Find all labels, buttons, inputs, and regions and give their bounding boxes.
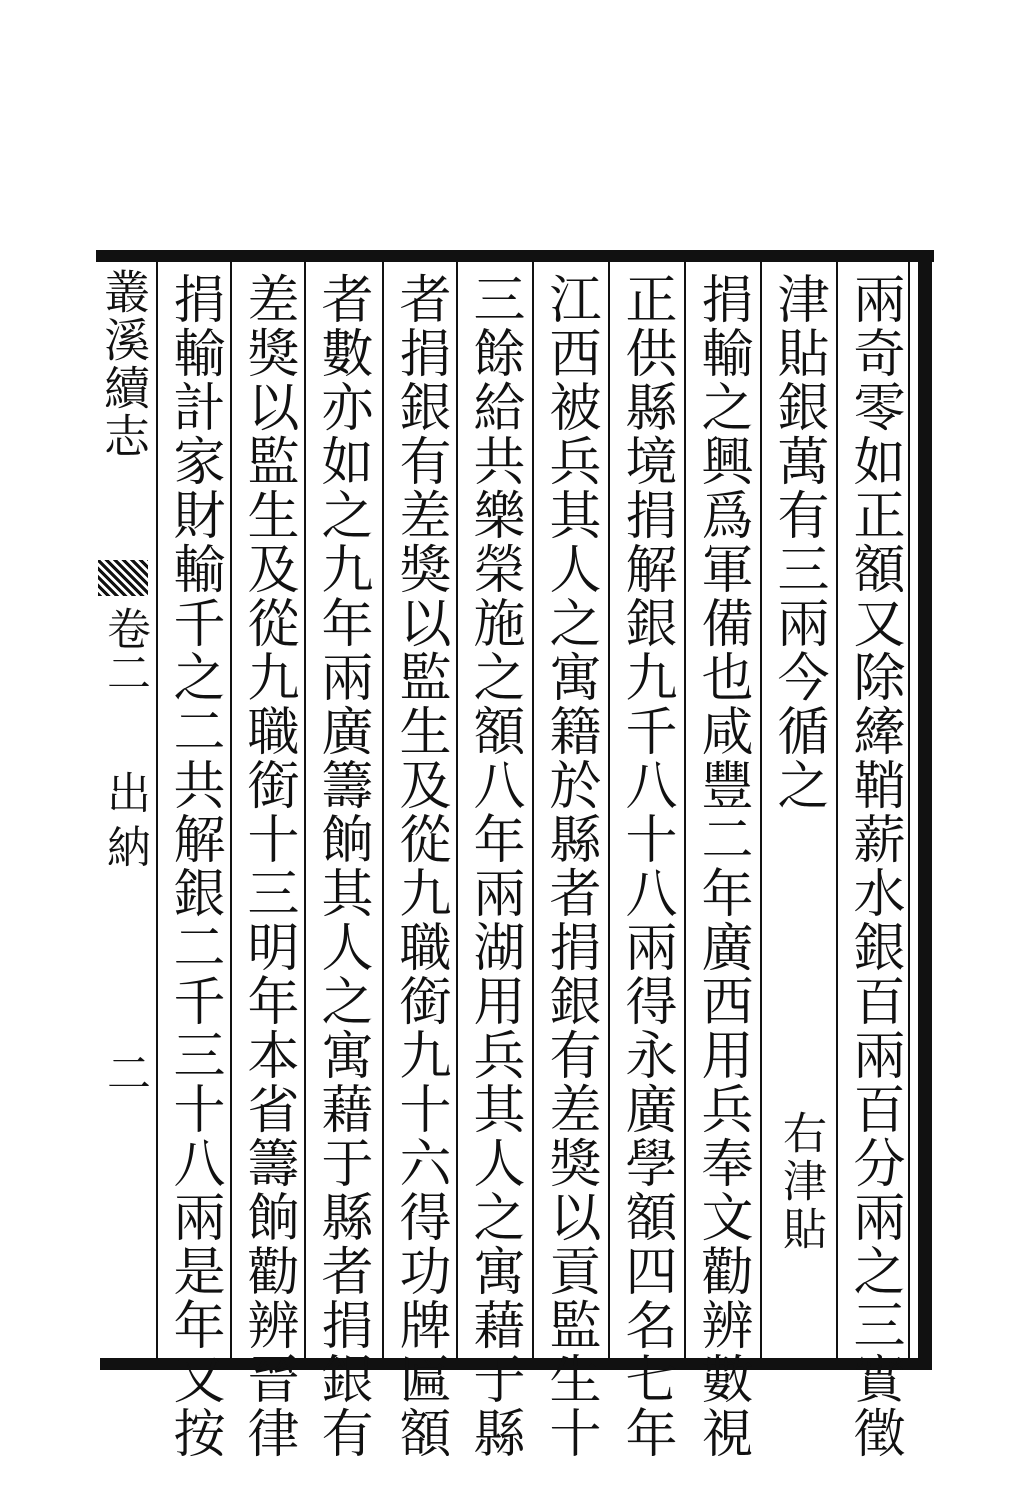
text-column-9: 差獎以監生及從九職銜十三明年本省籌餉勸辨晉律 bbox=[238, 272, 298, 1460]
text-column-1: 兩奇零如正額又除縴鞘薪水銀百兩百分兩之三實徵 bbox=[844, 272, 904, 1460]
column-rule bbox=[456, 262, 458, 1358]
column-rule bbox=[684, 262, 686, 1358]
text-column-3: 捐輸之興爲軍備也咸豐二年廣西用兵奉文勸辨數視 bbox=[692, 272, 752, 1460]
section-label: 出納 bbox=[99, 770, 150, 878]
frame-top-border bbox=[96, 250, 934, 262]
text-column-8: 者數亦如之九年兩廣籌餉其人之寓藉于縣者捐銀有 bbox=[312, 272, 372, 1460]
column-rule bbox=[230, 262, 232, 1358]
page-number: 二 bbox=[99, 1050, 150, 1094]
note-right-jintie: 右津貼 bbox=[775, 1110, 826, 1254]
column-rule bbox=[304, 262, 306, 1358]
volume-label: 卷二 bbox=[99, 606, 150, 694]
text-column-4: 正供縣境捐解銀九千八十八兩得永廣學額四名七年 bbox=[616, 272, 676, 1460]
column-rule bbox=[608, 262, 610, 1358]
column-rule bbox=[836, 262, 838, 1358]
text-column-5: 江西被兵其人之寓籍於縣者捐銀有差獎以貢監生十 bbox=[540, 272, 600, 1460]
text-column-6: 三餘給共樂榮施之額八年兩湖用兵其人之寓藉于縣 bbox=[464, 272, 524, 1460]
text-column-2: 津貼銀萬有三兩今循之 bbox=[768, 272, 828, 812]
text-column-7: 者捐銀有差獎以監生及從九職銜九十六得功牌匾額 bbox=[390, 272, 450, 1460]
text-column-10: 捐輸計家財輸千之二共解銀二千三十八兩是年又按 bbox=[164, 272, 224, 1460]
column-rule bbox=[532, 262, 534, 1358]
column-rule bbox=[156, 262, 158, 1358]
frame-right-inner-rule bbox=[908, 262, 910, 1358]
fish-tail-mark bbox=[98, 560, 148, 596]
column-rule bbox=[382, 262, 384, 1358]
column-rule bbox=[760, 262, 762, 1358]
frame-right-border bbox=[918, 250, 932, 1370]
book-title: 叢溪續志 bbox=[97, 268, 151, 460]
